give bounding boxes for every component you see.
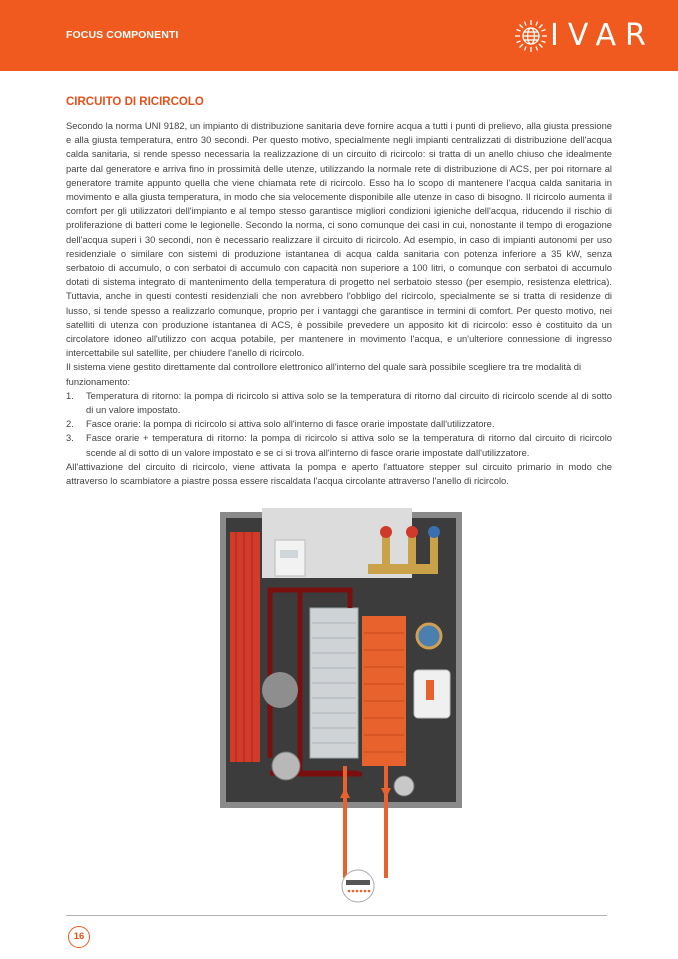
- paragraph: All'attivazione del circuito di ricircolo, viene attivata la pompa e aperto l'attuatore stepper sul circuito primario in modo che attraverso lo scambiatore a piastre possa essere riscaldata l'acqua circolante attraverso l'anello di ricircolo.: [66, 460, 612, 487]
- red-valve-handle: [380, 526, 392, 538]
- red-valve-handle: [406, 526, 418, 538]
- list-item: [66, 431, 612, 459]
- left-expansion-heater: [230, 532, 260, 762]
- list-text: Temperatura di ritorno: la pompa di ricircolo si attiva solo se la temperatura di ritorno dal circuito di ricircolo scende al di sotto di un valore impostato.: [86, 389, 612, 416]
- paragraph: Secondo la norma UNI 9182, un impianto di distribuzione sanitaria deve fornire acqua a tutti i punti di prelievo, alla giusta pressione e alla giusta temperatura, entro 30 secondi. Per questo motivo, specialmente negli impianti centralizzati di distribuzione dell'acqua calda sanitaria, si rende spesso necessaria la realizzazione di un circuito di ricircolo: si tratta di un anello chiuso che idealmente parte dal generatore e arriva fino in prossimità delle utenze, utilizzando la normale rete di distribuzione di ACS, per poi ritornare al generatore tramite appunto quella che viene chiamata rete di ricircolo. Esso ha lo scopo di mantenere l'acqua calda sanitaria in movimento e alla giusta temperatura, in modo che sia velocemente disponibile alle utenze in caso di bisogno. Il ricircolo aumenta il comfort per gli utilizzatori dell'impianto e al tempo stesso garantisce migliori condizioni igieniche dell'acqua, riducendo il rischio di proliferazione di batteri come le legionelle. Secondo la norma, ci sono comunque dei casi in cui, nonostante il tempo di erogazione dell'acqua superi i 30 secondi, non è necessario realizzare il circuito di ricircolo. Ad esempio, in caso di impianti autonomi per uso residenziale o similare con sistemi di produzione istantanea di acqua calda sanitaria con potenza inferiore a 35 kW, senza serbatoio di accumulo, o con serbatoi di accumulo con capacità non superiore a 100 litri, o comunque con serbatoi di accumulo dotati di sistema integrato di mantenimento della temperatura di progetto nel serbatoio stesso (per esempio, resistenza elettrica). Tuttavia, anche in questi contesti residenziali che non avrebbero l'obbligo del ricircolo, specialmente se si tratta di residenze di lusso, si tende spesso a realizzarlo comunque, proprio per i vantaggi che garantisce in termini di comfort. Per questo motivo, nei satelliti di utenza con produzione istantanea di ACS, è possibile prevedere un apposito kit di ricircolo: esso è costituito da un circolatore idoneo all'utilizzo con acqua potabile, per mantenere in movimento l'acqua, e un'ulteriore connessione di ingresso intercettabile sul satellite, per chiudere l'anello di ricircolo.: [66, 120, 612, 359]
- list-number: 1.: [66, 389, 74, 401]
- modes-list: [66, 389, 612, 460]
- paragraph: Il sistema viene gestito direttamente dal controllore elettronico all'interno del quale sarà possibile scegliere tra tre modalità di funzionamento:: [66, 361, 582, 387]
- tap-outlet-icon: [342, 870, 374, 902]
- sun-globe-icon: [514, 19, 548, 53]
- pressure-gauge: [417, 624, 441, 648]
- list-item: [66, 389, 612, 417]
- recirculation-exchanger: [362, 616, 406, 766]
- satellite-unit-illustration: [200, 498, 490, 910]
- logo-text: IVAR: [550, 18, 655, 53]
- page-number: 16: [68, 926, 90, 948]
- expansion-vessel: [262, 672, 298, 708]
- footer-divider: [66, 915, 607, 916]
- list-item: [66, 417, 612, 431]
- list-text: Fasce orarie: la pompa di ricircolo si attiva solo all'interno di fasce orarie impostate dall'utilizzatore.: [86, 418, 495, 430]
- recirculation-pump: [394, 776, 414, 796]
- list-number: 2.: [66, 418, 74, 430]
- circulator-pump: [272, 752, 300, 780]
- article-body: [66, 119, 612, 488]
- page-header: [0, 0, 678, 71]
- display-screen: [280, 550, 298, 558]
- article-title: CIRCUITO DI RICIRCOLO: [66, 96, 204, 108]
- blue-valve-handle: [428, 526, 440, 538]
- section-label: FOCUS COMPONENTI: [66, 29, 179, 41]
- satellite-unit-diagram: [200, 498, 490, 910]
- list-number: 3.: [66, 432, 74, 444]
- ivar-logo: [514, 14, 655, 60]
- list-text: Fasce orarie + temperatura di ritorno: la pompa di ricircolo si attiva solo se la temperatura di ritorno dal circuito di ricircolo scende al di sotto di un valore impostato e se ci si trova all'interno di fasce orarie impostate dall'utilizzatore.: [86, 432, 612, 458]
